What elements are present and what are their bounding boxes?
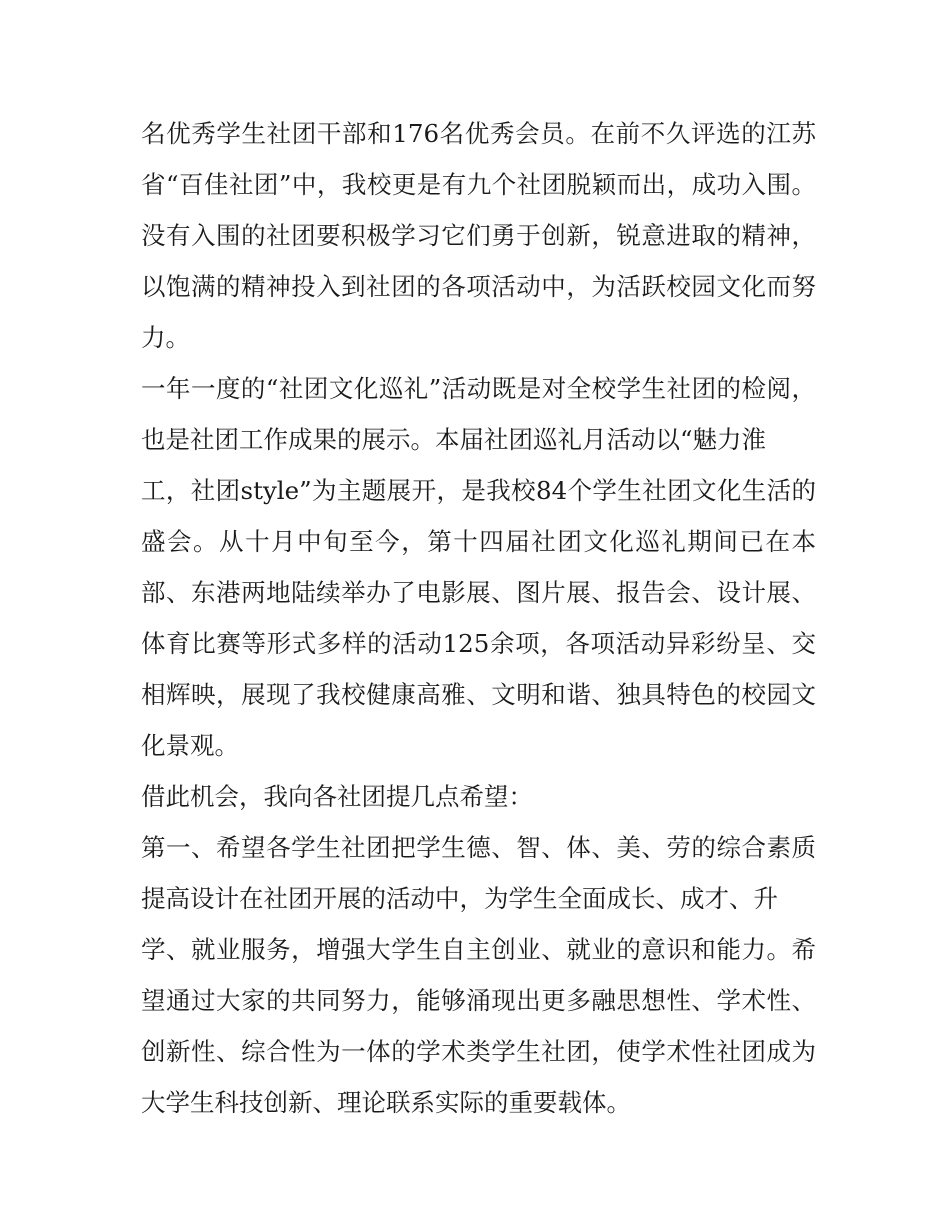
text-line: 也是社团工作成果的展示。本届社团巡礼月活动以“魅力淮 [141,425,767,454]
text-line: 大学生科技创新、理论联系实际的重要载体。 [141,1088,631,1117]
text-line: 创新性、综合性为一体的学术类学生社团，使学术性社团成为 [141,1037,816,1066]
text-line: 盛会。从十月中旬至今，第十四届社团文化巡礼期间已在本 [141,527,816,556]
text-line: 学、就业服务，增强大学生自主创业、就业的意识和能力。希 [141,935,816,964]
text-line: 第一、希望各学生社团把学生德、智、体、美、劳的综合素质 [141,833,816,862]
text-line: 没有入围的社团要积极学习它们勇于创新，锐意进取的精神， [141,221,816,250]
text-line: 名优秀学生社团干部和176名优秀会员。在前不久评选的江苏 [141,119,816,148]
text-line: 提高设计在社团开展的活动中，为学生全面成长、成才、升 [141,884,778,913]
text-line: 体育比赛等形式多样的活动125余项，各项活动异彩纷呈、交 [141,629,816,658]
text-line: 以饱满的精神投入到社团的各项活动中，为活跃校园文化而努 [141,272,816,301]
text-line: 工，社团style”为主题展开，是我校84个学生社团文化生活的 [141,476,816,505]
text-line: 部、东港两地陆续举办了电影展、图片展、报告会、设计展、 [141,578,816,607]
text-line: 相辉映，展现了我校健康高雅、文明和谐、独具特色的校园文 [141,680,816,709]
text-line: 力。 [141,323,190,352]
text-line: 一年一度的“社团文化巡礼”活动既是对全校学生社团的检阅， [141,374,816,403]
text-line: 借此机会，我向各社团提几点希望： [141,782,533,811]
text-line: 省“百佳社团”中，我校更是有九个社团脱颖而出，成功入围。 [141,170,816,199]
body-text [141,108,816,1128]
text-line: 化景观。 [141,731,239,760]
text-line: 望通过大家的共同努力，能够涌现出更多融思想性、学术性、 [141,986,816,1015]
